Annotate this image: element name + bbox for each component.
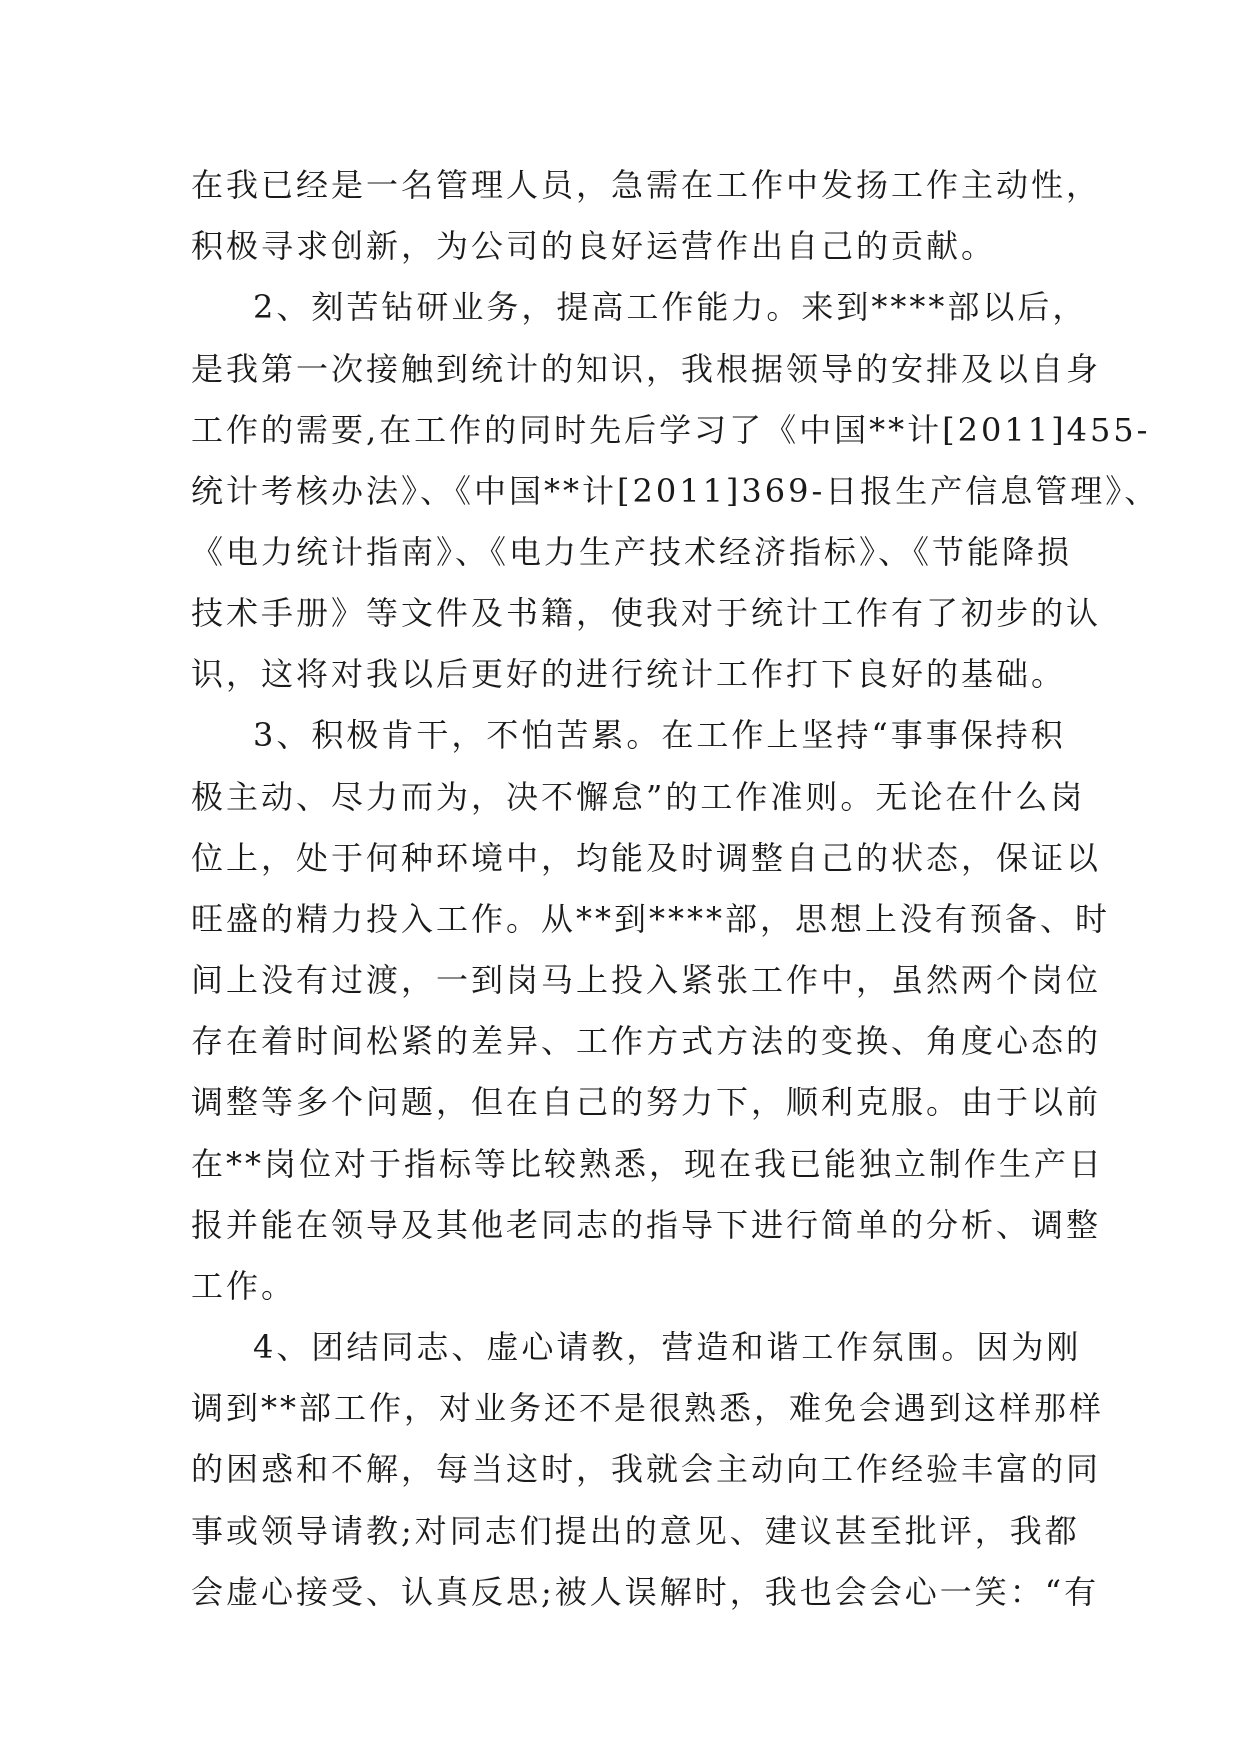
text-line: 3、积极肯干，不怕苦累。在工作上坚持“事事保持积: [253, 716, 1066, 754]
text-line: 报并能在领导及其他老同志的指导下进行简单的分析、调整: [191, 1206, 1102, 1244]
text-line: 位上，处于何种环境中，均能及时调整自己的状态，保证以: [191, 839, 1102, 877]
text-line: 2、刻苦钻研业务，提高工作能力。来到****部以后，: [253, 288, 1088, 326]
text-line: 间上没有过渡，一到岗马上投入紧张工作中，虽然两个岗位: [191, 961, 1102, 999]
text-line: 《电力统计指南》、《电力生产技术经济指标》、《节能降损: [191, 533, 1073, 571]
text-line: 调整等多个问题，但在自己的努力下，顺利克服。由于以前: [191, 1083, 1102, 1121]
text-line: 工作。: [191, 1267, 297, 1305]
text-line: 积极寻求创新，为公司的良好运营作出自己的贡献。: [191, 227, 997, 265]
text-line: 会虚心接受、认真反思;被人误解时，我也会会心一笑：“有: [191, 1573, 1100, 1611]
text-line: 工作的需要,在工作的同时先后学习了《中国**计[2011]455-: [191, 411, 1151, 449]
text-line: 调到**部工作，对业务还不是很熟悉，难免会遇到这样那样: [191, 1389, 1105, 1427]
text-line: 极主动、尽力而为，决不懈怠”的工作准则。无论在什么岗: [191, 778, 1086, 816]
text-line: 在**岗位对于指标等比较熟悉，现在我已能独立制作生产日: [191, 1145, 1105, 1183]
text-line: 识，这将对我以后更好的进行统计工作打下良好的基础。: [191, 655, 1067, 693]
text-line: 技术手册》等文件及书籍，使我对于统计工作有了初步的认: [191, 594, 1102, 632]
text-line: 在我已经是一名管理人员，急需在工作中发扬工作主动性，: [191, 166, 1102, 204]
text-line: 4、团结同志、虚心请教，营造和谐工作氛围。因为刚: [253, 1328, 1082, 1366]
text-line: 是我第一次接触到统计的知识，我根据领导的安排及以自身: [191, 350, 1102, 388]
text-line: 事或领导请教;对同志们提出的意见、建议甚至批评，我都: [191, 1512, 1080, 1550]
text-line: 的困惑和不解，每当这时，我就会主动向工作经验丰富的同: [191, 1450, 1102, 1488]
text-line: 统计考核办法》、《中国**计[2011]369-日报生产信息管理》、: [191, 472, 1160, 510]
text-line: 旺盛的精力投入工作。从**到****部，思想上没有预备、时: [191, 900, 1111, 938]
text-line: 存在着时间松紧的差异、工作方式方法的变换、角度心态的: [191, 1022, 1102, 1060]
